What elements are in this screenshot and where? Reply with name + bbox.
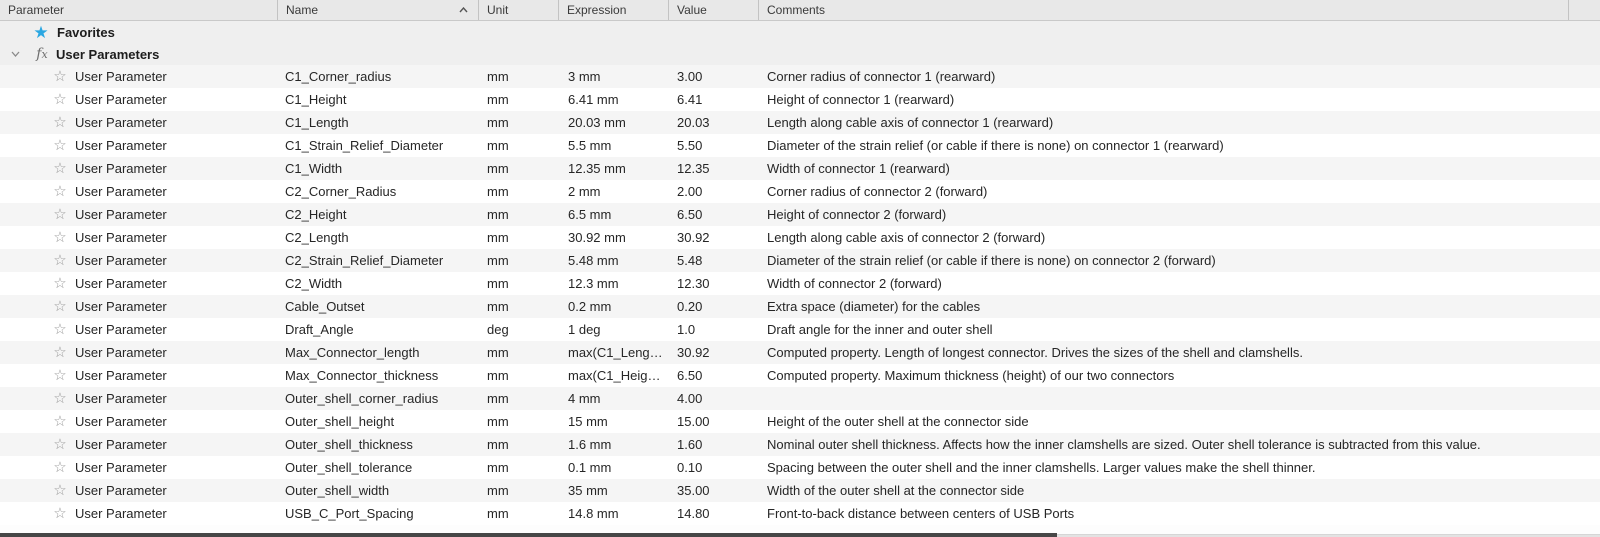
parameter-comment-cell[interactable]: Computed property. Maximum thickness (height) of our two connectors	[767, 368, 1175, 383]
parameter-row[interactable]	[0, 180, 1600, 203]
user-parameters-group-label: User Parameters	[56, 46, 160, 62]
favorite-toggle-star-icon[interactable]: ☆	[53, 230, 67, 245]
sort-ascending-icon	[459, 7, 468, 13]
parameter-row[interactable]	[0, 410, 1600, 433]
parameter-value-cell: 15.00	[677, 414, 710, 429]
favorite-toggle-star-icon[interactable]: ☆	[53, 69, 67, 84]
column-header-label: Value	[677, 2, 707, 17]
parameter-expression-cell[interactable]: 35 mm	[568, 483, 608, 498]
parameter-value-cell: 0.10	[677, 460, 703, 475]
parameter-row[interactable]	[0, 318, 1600, 341]
parameter-comment-cell[interactable]: Height of connector 2 (forward)	[767, 207, 947, 222]
parameter-comment-cell[interactable]: Corner radius of connector 2 (forward)	[767, 184, 988, 199]
parameter-type-label: User Parameter	[75, 460, 167, 475]
favorite-toggle-star-icon[interactable]: ☆	[53, 345, 67, 360]
parameter-expression-cell[interactable]: 12.3 mm	[568, 276, 619, 291]
favorites-star-icon: ★	[33, 22, 49, 42]
column-header-label: Unit	[487, 2, 509, 17]
parameter-type-cell	[0, 322, 277, 337]
parameter-unit-cell: mm	[487, 460, 509, 475]
parameter-name-cell[interactable]: Outer_shell_height	[285, 414, 395, 429]
column-header-unit[interactable]	[478, 0, 558, 20]
parameter-expression-cell[interactable]: 20.03 mm	[568, 115, 626, 130]
parameter-type-label: User Parameter	[75, 345, 167, 360]
parameter-type-cell	[0, 460, 277, 475]
parameter-name-cell[interactable]: Max_Connector_length	[285, 345, 420, 360]
parameter-row[interactable]	[0, 272, 1600, 295]
column-header-label: Name	[286, 2, 319, 17]
parameter-type-label: User Parameter	[75, 276, 167, 291]
parameter-expression-cell[interactable]: 1.6 mm	[568, 437, 612, 452]
parameter-type-cell	[0, 345, 277, 360]
parameter-expression-cell[interactable]: 6.41 mm	[568, 92, 619, 107]
parameter-type-label: User Parameter	[75, 207, 167, 222]
favorite-toggle-star-icon[interactable]: ☆	[53, 184, 67, 199]
favorites-group-row[interactable]	[0, 21, 1600, 43]
favorites-group-label: Favorites	[57, 24, 115, 40]
parameter-unit-cell: mm	[487, 299, 509, 314]
parameter-unit-cell: mm	[487, 207, 509, 222]
parameter-comment-cell[interactable]: Height of connector 1 (rearward)	[767, 92, 955, 107]
favorite-toggle-star-icon[interactable]: ☆	[53, 483, 67, 498]
parameter-comment-cell[interactable]: Width of the outer shell at the connector side	[767, 483, 1025, 498]
parameter-type-cell	[0, 391, 277, 406]
favorite-toggle-star-icon[interactable]: ☆	[53, 414, 67, 429]
parameter-unit-cell: mm	[487, 253, 509, 268]
parameter-unit-cell: mm	[487, 368, 509, 383]
parameter-value-cell: 6.50	[677, 368, 703, 383]
parameter-expression-cell[interactable]: 12.35 mm	[568, 161, 626, 176]
favorite-toggle-star-icon[interactable]: ☆	[53, 506, 67, 521]
parameter-type-cell	[0, 207, 277, 222]
column-header-label: Parameter	[8, 2, 65, 17]
parameter-expression-cell[interactable]: 3 mm	[568, 69, 601, 84]
parameter-comment-cell[interactable]: Height of the outer shell at the connector side	[767, 414, 1029, 429]
parameter-comment-cell[interactable]: Draft angle for the inner and outer shell	[767, 322, 993, 337]
parameter-name-cell[interactable]: Draft_Angle	[285, 322, 354, 337]
parameter-name-cell[interactable]: C1_Length	[285, 115, 349, 130]
parameter-type-label: User Parameter	[75, 230, 167, 245]
parameter-name-cell[interactable]: Outer_shell_tolerance	[285, 460, 413, 475]
favorite-toggle-star-icon[interactable]: ☆	[53, 253, 67, 268]
parameter-comment-cell[interactable]: Corner radius of connector 1 (rearward)	[767, 69, 996, 84]
parameter-unit-cell: mm	[487, 391, 509, 406]
favorite-toggle-star-icon[interactable]: ☆	[53, 276, 67, 291]
parameter-type-label: User Parameter	[75, 92, 167, 107]
parameter-name-cell[interactable]: C1_Corner_radius	[285, 69, 392, 84]
bottom-window-edge	[0, 533, 1057, 537]
parameter-unit-cell: mm	[487, 69, 509, 84]
parameter-type-label: User Parameter	[75, 391, 167, 406]
parameter-type-cell	[0, 184, 277, 199]
favorite-toggle-star-icon[interactable]: ☆	[53, 92, 67, 107]
parameter-expression-cell[interactable]: 5.48 mm	[568, 253, 619, 268]
parameter-expression-cell[interactable]: 15 mm	[568, 414, 608, 429]
parameter-name-cell[interactable]: Outer_shell_thickness	[285, 437, 413, 452]
parameter-type-cell	[0, 299, 277, 314]
parameter-comment-cell[interactable]: Length along cable axis of connector 2 (forward)	[767, 230, 1046, 245]
parameter-value-cell: 20.03	[677, 115, 710, 130]
parameter-value-cell: 3.00	[677, 69, 703, 84]
parameter-row[interactable]	[0, 433, 1600, 456]
parameter-value-cell: 30.92	[677, 345, 710, 360]
parameter-row[interactable]	[0, 341, 1600, 364]
parameter-row[interactable]	[0, 502, 1600, 525]
parameter-type-label: User Parameter	[75, 483, 167, 498]
parameter-expression-cell[interactable]: 30.92 mm	[568, 230, 626, 245]
parameter-type-cell	[0, 483, 277, 498]
parameter-expression-cell[interactable]: 2 mm	[568, 184, 601, 199]
parameter-row[interactable]	[0, 479, 1600, 502]
column-header-expression[interactable]	[558, 0, 668, 20]
parameter-name-cell[interactable]: C2_Corner_Radius	[285, 184, 397, 199]
parameter-unit-cell: mm	[487, 115, 509, 130]
parameter-type-label: User Parameter	[75, 414, 167, 429]
parameter-type-label: User Parameter	[75, 368, 167, 383]
parameter-unit-cell: mm	[487, 483, 509, 498]
parameter-type-cell	[0, 414, 277, 429]
parameter-expression-cell[interactable]: 5.5 mm	[568, 138, 612, 153]
parameter-row[interactable]	[0, 88, 1600, 111]
parameter-name-cell[interactable]: C1_Height	[285, 92, 347, 107]
favorite-toggle-star-icon[interactable]: ☆	[53, 437, 67, 452]
parameter-type-label: User Parameter	[75, 506, 167, 521]
parameter-unit-cell: mm	[487, 345, 509, 360]
parameter-type-cell	[0, 69, 277, 84]
parameter-comment-cell[interactable]: Nominal outer shell thickness. Affects how the inner clamshells are sized. Outer shell tolerance is subtracted from this value.	[767, 437, 1481, 452]
parameter-comment-cell[interactable]: Spacing between the outer shell and the inner clamshells. Larger values make the shell thinner.	[767, 460, 1316, 475]
parameter-type-label: User Parameter	[75, 299, 167, 314]
parameter-value-cell: 1.0	[677, 322, 696, 337]
parameter-value-cell: 12.30	[677, 276, 710, 291]
parameter-type-cell	[0, 506, 277, 521]
bottom-strip	[0, 525, 1600, 537]
parameter-type-cell	[0, 92, 277, 107]
column-header-comments[interactable]	[758, 0, 1568, 20]
parameter-unit-cell: mm	[487, 92, 509, 107]
parameter-type-cell	[0, 138, 277, 153]
favorite-toggle-star-icon[interactable]: ☆	[53, 322, 67, 337]
parameter-type-label: User Parameter	[75, 138, 167, 153]
table-header	[0, 0, 1600, 21]
parameter-type-cell	[0, 230, 277, 245]
parameter-rows	[0, 65, 1600, 525]
parameter-unit-cell: mm	[487, 184, 509, 199]
parameter-row[interactable]	[0, 203, 1600, 226]
parameter-expression-cell[interactable]: max(C1_Leng…	[568, 345, 663, 360]
parameter-expression-cell[interactable]: 1 deg	[568, 322, 601, 337]
parameter-name-cell[interactable]: C2_Width	[285, 276, 343, 291]
favorite-toggle-star-icon[interactable]: ☆	[53, 460, 67, 475]
parameter-type-cell	[0, 437, 277, 452]
parameter-comment-cell[interactable]: Width of connector 2 (forward)	[767, 276, 942, 291]
parameter-type-label: User Parameter	[75, 69, 167, 84]
parameter-unit-cell: mm	[487, 161, 509, 176]
favorite-toggle-star-icon[interactable]: ☆	[53, 368, 67, 383]
user-parameters-group-row[interactable]	[0, 43, 1600, 65]
parameter-value-cell: 6.50	[677, 207, 703, 222]
parameter-expression-cell[interactable]: 6.5 mm	[568, 207, 612, 222]
parameter-row[interactable]	[0, 65, 1600, 88]
favorite-toggle-star-icon[interactable]: ☆	[53, 115, 67, 130]
parameter-type-label: User Parameter	[75, 184, 167, 199]
parameter-value-cell: 14.80	[677, 506, 710, 521]
parameter-type-cell	[0, 161, 277, 176]
parameter-type-cell	[0, 276, 277, 291]
favorite-toggle-star-icon[interactable]: ☆	[53, 207, 67, 222]
column-header-value[interactable]	[668, 0, 758, 20]
parameter-value-cell: 1.60	[677, 437, 703, 452]
parameter-type-label: User Parameter	[75, 161, 167, 176]
parameter-comment-cell[interactable]: Front-to-back distance between centers of USB Ports	[767, 506, 1075, 521]
parameter-type-cell	[0, 115, 277, 130]
parameter-comment-cell[interactable]: Diameter of the strain relief (or cable if there is none) on connector 1 (rearward)	[767, 138, 1224, 153]
parameter-comment-cell[interactable]: Diameter of the strain relief (or cable if there is none) on connector 2 (forward)	[767, 253, 1216, 268]
favorite-toggle-star-icon[interactable]: ☆	[53, 391, 67, 406]
parameter-type-label: User Parameter	[75, 253, 167, 268]
parameter-name-cell[interactable]: Max_Connector_thickness	[285, 368, 439, 383]
parameter-name-cell[interactable]: C1_Strain_Relief_Diameter	[285, 138, 444, 153]
fx-function-icon: fx	[36, 46, 48, 62]
parameter-row[interactable]	[0, 111, 1600, 134]
parameter-expression-cell[interactable]: 4 mm	[568, 391, 601, 406]
column-header-parameter[interactable]	[0, 0, 277, 20]
chevron-down-icon[interactable]	[8, 51, 22, 57]
parameter-row[interactable]	[0, 387, 1600, 410]
parameter-unit-cell: mm	[487, 276, 509, 291]
parameter-comment-cell[interactable]: Length along cable axis of connector 1 (rearward)	[767, 115, 1054, 130]
parameter-name-cell[interactable]: C2_Length	[285, 230, 349, 245]
parameter-comment-cell[interactable]: Computed property. Length of longest connector. Drives the sizes of the shell and clamshells.	[767, 345, 1303, 360]
parameter-row[interactable]	[0, 157, 1600, 180]
parameter-row[interactable]	[0, 249, 1600, 272]
favorite-toggle-star-icon[interactable]: ☆	[53, 161, 67, 176]
parameter-unit-cell: mm	[487, 230, 509, 245]
parameter-row[interactable]	[0, 226, 1600, 249]
parameter-value-cell: 5.50	[677, 138, 703, 153]
column-header-label: Comments	[767, 2, 826, 17]
parameter-type-label: User Parameter	[75, 115, 167, 130]
column-header-name[interactable]	[277, 0, 478, 20]
parameter-expression-cell[interactable]: 14.8 mm	[568, 506, 619, 521]
parameter-type-label: User Parameter	[75, 437, 167, 452]
parameter-value-cell: 0.20	[677, 299, 703, 314]
parameter-unit-cell: deg	[487, 322, 509, 337]
parameter-name-cell[interactable]: C2_Height	[285, 207, 347, 222]
parameter-type-label: User Parameter	[75, 322, 167, 337]
parameter-row[interactable]	[0, 295, 1600, 318]
parameter-unit-cell: mm	[487, 138, 509, 153]
parameter-name-cell[interactable]: Cable_Outset	[285, 299, 365, 314]
parameter-value-cell: 5.48	[677, 253, 703, 268]
parameter-unit-cell: mm	[487, 414, 509, 429]
parameter-row[interactable]	[0, 456, 1600, 479]
column-header-label: Expression	[567, 2, 627, 17]
parameter-name-cell[interactable]: C1_Width	[285, 161, 343, 176]
parameter-expression-cell[interactable]: 0.2 mm	[568, 299, 612, 314]
parameter-unit-cell: mm	[487, 506, 509, 521]
parameter-type-cell	[0, 253, 277, 268]
parameter-value-cell: 35.00	[677, 483, 710, 498]
parameter-name-cell[interactable]: Outer_shell_width	[285, 483, 390, 498]
parameter-value-cell: 12.35	[677, 161, 710, 176]
parameter-row[interactable]	[0, 364, 1600, 387]
parameter-unit-cell: mm	[487, 437, 509, 452]
favorite-toggle-star-icon[interactable]: ☆	[53, 299, 67, 314]
parameter-expression-cell[interactable]: max(C1_Heig…	[568, 368, 661, 383]
parameter-comment-cell[interactable]: Width of connector 1 (rearward)	[767, 161, 950, 176]
parameter-value-cell: 2.00	[677, 184, 703, 199]
parameter-row[interactable]	[0, 134, 1600, 157]
parameter-name-cell[interactable]: USB_C_Port_Spacing	[285, 506, 414, 521]
parameter-comment-cell[interactable]: Extra space (diameter) for the cables	[767, 299, 981, 314]
header-scrollbar-gutter	[1568, 0, 1600, 20]
favorite-toggle-star-icon[interactable]: ☆	[53, 138, 67, 153]
parameter-expression-cell[interactable]: 0.1 mm	[568, 460, 612, 475]
parameter-name-cell[interactable]: Outer_shell_corner_radius	[285, 391, 439, 406]
parameter-type-cell	[0, 368, 277, 383]
parameter-value-cell: 6.41	[677, 92, 703, 107]
parameter-value-cell: 4.00	[677, 391, 703, 406]
parameter-value-cell: 30.92	[677, 230, 710, 245]
parameter-name-cell[interactable]: C2_Strain_Relief_Diameter	[285, 253, 444, 268]
